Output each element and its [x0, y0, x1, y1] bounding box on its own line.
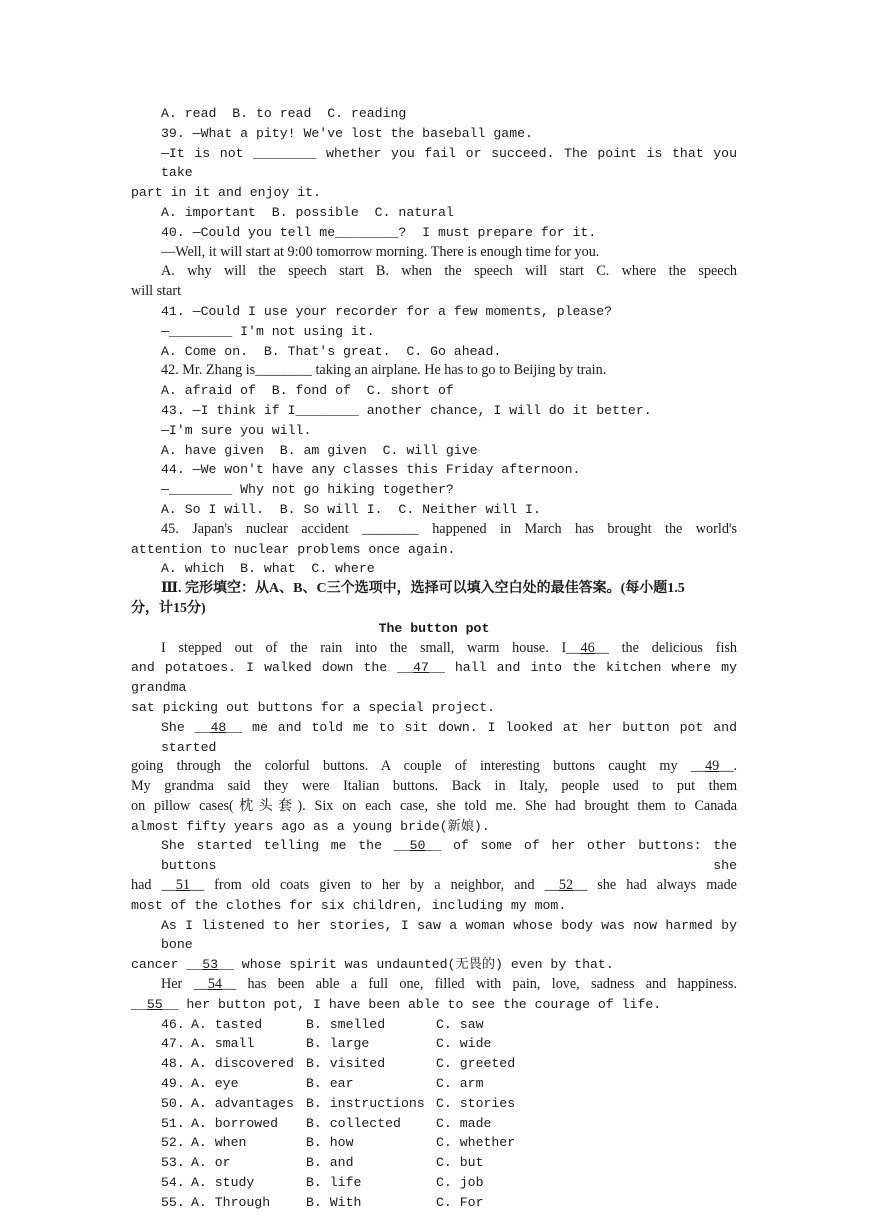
- passage-line: __55__ her button pot, I have been able to see the courage of life.: [131, 996, 662, 1012]
- q42-options: A. afraid of B. fond of C. short of: [161, 383, 454, 399]
- blank-number: 46: [580, 639, 595, 656]
- q39-line2b: part in it and enjoy it.: [131, 185, 321, 201]
- blank-number: 51: [175, 877, 190, 894]
- option-row: 49. A. eye B. ear C. arm: [161, 1076, 484, 1092]
- q44-options: A. So I will. B. So will I. C. Neither will I.: [161, 501, 541, 517]
- option-row: 47. A. small B. large C. wide: [161, 1036, 492, 1052]
- blank-number: 48: [210, 719, 227, 735]
- blank-number: 55: [146, 996, 163, 1012]
- q41-line2: —________ I'm not using it.: [161, 323, 375, 339]
- option-row: 52. A. when B. how C. whether: [161, 1135, 516, 1151]
- q39-stem: 39. —What a pity! We've lost the baseball game.: [161, 125, 533, 141]
- q40-stem: 40. —Could you tell me________? I must prepare for it.: [161, 224, 597, 240]
- blank-number: 50: [409, 838, 426, 854]
- section3-heading-a: Ⅲ. 完形填空：从A、B、C三个选项中，选择可以填入空白处的最佳答案。(每小题1.5: [161, 581, 685, 597]
- passage-line: She __48__ me and told me to sit down. I looked at her button pot and started: [161, 719, 737, 755]
- passage-line: going through the colorful buttons. A couple of interesting buttons caught my __49__.: [131, 758, 737, 775]
- option-row: 53. A. or B. and C. but: [161, 1155, 484, 1171]
- q39-line2a: —It is not ________ whether you fail or succeed. The point is that you take: [161, 145, 737, 181]
- passage-line: had __51__ from old coats given to her by a neighbor, and __52__ she had always made: [131, 877, 737, 894]
- q45-options: A. which B. what C. where: [161, 561, 375, 577]
- exam-page: [131, 104, 737, 1213]
- passage-title: The button pot: [378, 620, 490, 636]
- blank-number: 47: [413, 660, 429, 676]
- q39-options: A. important B. possible C. natural: [161, 204, 454, 220]
- section3-heading-b: 分，计15分): [131, 600, 206, 616]
- q45-stem-b: attention to nuclear problems once again.: [131, 541, 456, 557]
- q38-options: A. read B. to read C. reading: [161, 106, 407, 121]
- passage-line: As I listened to her stories, I saw a woman whose body was now harmed by bone: [161, 917, 737, 953]
- passage-line: almost fifty years ago as a young bride(新娘).: [131, 818, 490, 834]
- passage-line: and potatoes. I walked down the __47__ hall and into the kitchen where my grandma: [131, 660, 737, 696]
- q43-stem: 43. —I think if I________ another chance, I will do it better.: [161, 402, 652, 418]
- option-row: 55. A. Through B. With C. For: [161, 1194, 484, 1210]
- option-row: 50. A. advantages B. instructions C. stories: [161, 1095, 516, 1111]
- blank-number: 54: [207, 976, 222, 993]
- options-table: [131, 1015, 737, 1213]
- q41-options: A. Come on. B. That's great. C. Go ahead.: [161, 343, 502, 359]
- option-row: 51. A. borrowed B. collected C. made: [161, 1115, 492, 1131]
- q41-stem: 41. —Could I use your recorder for a few moments, please?: [161, 303, 613, 319]
- passage-line: on pillow cases(枕头套). Six on each case, she told me. She had brought them to Canada: [131, 797, 737, 814]
- passage-line: I stepped out of the rain into the small, warm house. I__46__ the delicious fish: [161, 639, 737, 656]
- passage-line: sat picking out buttons for a special project.: [131, 699, 496, 715]
- passage-line: Her __54__ has been able a full one, filled with pain, love, sadness and happiness.: [161, 976, 737, 993]
- q40-line2: —Well, it will start at 9:00 tomorrow morning. There is enough time for you.: [161, 243, 600, 260]
- q45-stem-a: 45. Japan's nuclear accident ________ happened in March has brought the world's: [161, 520, 737, 537]
- passage-line: My grandma said they were Italian buttons. Back in Italy, people used to put them: [131, 778, 737, 795]
- q43-options: A. have given B. am given C. will give: [161, 442, 478, 458]
- q43-line2: —I'm sure you will.: [161, 422, 312, 438]
- blank-number: 52: [558, 877, 574, 894]
- option-row: 48. A. discovered B. visited C. greeted: [161, 1056, 516, 1072]
- q44-stem: 44. —We won't have any classes this Friday afternoon.: [161, 462, 581, 478]
- passage-line: most of the clothes for six children, including my mom.: [131, 897, 567, 913]
- option-row: 54. A. study B. life C. job: [161, 1175, 484, 1191]
- q40-options-a: A. why will the speech start B. when the speech will start C. where the speech: [161, 263, 737, 280]
- blank-number: 53: [202, 957, 219, 973]
- option-row: 46. A. tasted B. smelled C. saw: [161, 1016, 484, 1032]
- passage-line: cancer __53__ whose spirit was undaunted(无畏的) even by that.: [131, 957, 614, 973]
- q42-stem: 42. Mr. Zhang is________ taking an airplane. He has to go to Beijing by train.: [161, 362, 607, 379]
- q40-options-b: will start: [131, 283, 182, 300]
- blank-number: 49: [705, 758, 720, 775]
- q44-line2: —________ Why not go hiking together?: [161, 482, 454, 498]
- passage-line: She started telling me the __50__ of some of her other buttons: the buttons she: [161, 838, 737, 874]
